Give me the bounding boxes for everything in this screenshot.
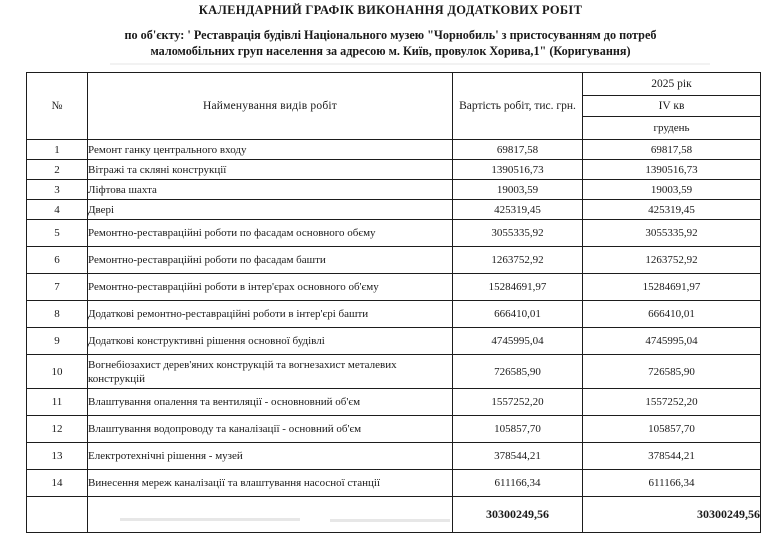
cell-cost: 1263752,92 bbox=[453, 247, 583, 274]
cell-number: 13 bbox=[27, 443, 88, 470]
schedule-table-container bbox=[26, 72, 760, 533]
table-row bbox=[27, 274, 761, 301]
cell-december: 15284691,97 bbox=[583, 274, 761, 301]
total-cell-number bbox=[27, 497, 88, 533]
column-header-quarter: IV кв bbox=[583, 96, 761, 117]
cell-cost: 666410,01 bbox=[453, 301, 583, 328]
cell-december: 425319,45 bbox=[583, 200, 761, 220]
scan-artifact bbox=[110, 63, 710, 65]
cell-december: 3055335,92 bbox=[583, 220, 761, 247]
cell-cost: 69817,58 bbox=[453, 140, 583, 160]
cell-cost: 4745995,04 bbox=[453, 328, 583, 355]
total-cell-cost: 30300249,56 bbox=[453, 497, 583, 533]
cell-work-name: Електротехнічні рішення - музей bbox=[88, 443, 453, 470]
column-header-month: грудень bbox=[583, 117, 761, 140]
cell-work-name: Додаткові ремонтно-реставраційні роботи в інтер'єрі башти bbox=[88, 301, 453, 328]
schedule-table bbox=[26, 72, 761, 533]
column-header-cost: Вартість робіт, тис. грн. bbox=[453, 73, 583, 140]
table-row bbox=[27, 389, 761, 416]
cell-cost: 19003,59 bbox=[453, 180, 583, 200]
cell-cost: 726585,90 bbox=[453, 355, 583, 389]
cell-work-name: Вогнебіозахист дерев'яних конструкцій та вогнезахист металевих конструкцій bbox=[88, 355, 453, 389]
cell-number: 7 bbox=[27, 274, 88, 301]
cell-work-name: Ремонтно-реставраційні роботи в інтер'єрах основного об'єму bbox=[88, 274, 453, 301]
table-row bbox=[27, 355, 761, 389]
cell-number: 6 bbox=[27, 247, 88, 274]
column-header-year: 2025 рік bbox=[583, 73, 761, 96]
table-row bbox=[27, 470, 761, 497]
cell-cost: 425319,45 bbox=[453, 200, 583, 220]
cell-work-name: Влаштування опалення та вентиляції - основновний об'єм bbox=[88, 389, 453, 416]
cell-december: 378544,21 bbox=[583, 443, 761, 470]
cell-december: 69817,58 bbox=[583, 140, 761, 160]
cell-cost: 15284691,97 bbox=[453, 274, 583, 301]
document-page bbox=[0, 3, 781, 526]
table-row bbox=[27, 160, 761, 180]
cell-number: 1 bbox=[27, 140, 88, 160]
cell-work-name: Ліфтова шахта bbox=[88, 180, 453, 200]
column-header-work-name: Найменування видів робіт bbox=[88, 73, 453, 140]
cell-number: 12 bbox=[27, 416, 88, 443]
cell-cost: 378544,21 bbox=[453, 443, 583, 470]
table-row bbox=[27, 220, 761, 247]
cell-work-name: Двері bbox=[88, 200, 453, 220]
cell-december: 105857,70 bbox=[583, 416, 761, 443]
cell-december: 611166,34 bbox=[583, 470, 761, 497]
column-header-number: № bbox=[27, 73, 88, 140]
cell-number: 3 bbox=[27, 180, 88, 200]
cell-number: 11 bbox=[27, 389, 88, 416]
cell-december: 1263752,92 bbox=[583, 247, 761, 274]
table-row bbox=[27, 180, 761, 200]
cell-number: 5 bbox=[27, 220, 88, 247]
cell-cost: 1557252,20 bbox=[453, 389, 583, 416]
page-title: КАЛЕНДАРНИЙ ГРАФІК ВИКОНАННЯ ДОДАТКОВИХ РОБІТ bbox=[198, 3, 583, 17]
cell-december: 666410,01 bbox=[583, 301, 761, 328]
cell-december: 1390516,73 bbox=[583, 160, 761, 180]
document-subtitle bbox=[66, 27, 716, 59]
table-row bbox=[27, 416, 761, 443]
table-body bbox=[27, 140, 761, 533]
table-row bbox=[27, 200, 761, 220]
table-header bbox=[27, 73, 761, 140]
cell-number: 14 bbox=[27, 470, 88, 497]
cell-work-name: Додаткові конструктивні рішення основної будівлі bbox=[88, 328, 453, 355]
cell-december: 1557252,20 bbox=[583, 389, 761, 416]
cell-work-name: Ремонтно-реставраційні роботи по фасадам основного обєму bbox=[88, 220, 453, 247]
table-row bbox=[27, 140, 761, 160]
cell-number: 10 bbox=[27, 355, 88, 389]
cell-cost: 3055335,92 bbox=[453, 220, 583, 247]
total-cell-december: 30300249,56 bbox=[583, 497, 761, 533]
cell-work-name: Винесення мереж каналізації та влаштування насосної станції bbox=[88, 470, 453, 497]
cell-cost: 1390516,73 bbox=[453, 160, 583, 180]
cell-work-name: Влаштування водопроводу та каналізації - основний об'єм bbox=[88, 416, 453, 443]
cell-work-name: Ремонт ганку центрального входу bbox=[88, 140, 453, 160]
table-row bbox=[27, 328, 761, 355]
table-row bbox=[27, 247, 761, 274]
cell-cost: 105857,70 bbox=[453, 416, 583, 443]
total-cell-label bbox=[88, 497, 453, 533]
cell-december: 19003,59 bbox=[583, 180, 761, 200]
cell-number: 4 bbox=[27, 200, 88, 220]
cell-work-name: Ремонтно-реставраційні роботи по фасадам башти bbox=[88, 247, 453, 274]
table-total-row bbox=[27, 497, 761, 533]
subtitle-line-2: маломобільних груп населення за адресою м. Київ, провулок Хорива,1" (Коригування) bbox=[150, 44, 631, 58]
cell-cost: 611166,34 bbox=[453, 470, 583, 497]
table-row bbox=[27, 301, 761, 328]
cell-number: 9 bbox=[27, 328, 88, 355]
cell-work-name: Вітражі та скляні конструкції bbox=[88, 160, 453, 180]
cell-december: 4745995,04 bbox=[583, 328, 761, 355]
header-row-1 bbox=[27, 73, 761, 96]
cell-december: 726585,90 bbox=[583, 355, 761, 389]
table-row bbox=[27, 443, 761, 470]
cell-number: 8 bbox=[27, 301, 88, 328]
cell-number: 2 bbox=[27, 160, 88, 180]
subtitle-line-1: по об'єкту: ' Реставрація будівлі Національного музею "Чорнобиль' з пристосуванням до потреб bbox=[124, 28, 657, 42]
